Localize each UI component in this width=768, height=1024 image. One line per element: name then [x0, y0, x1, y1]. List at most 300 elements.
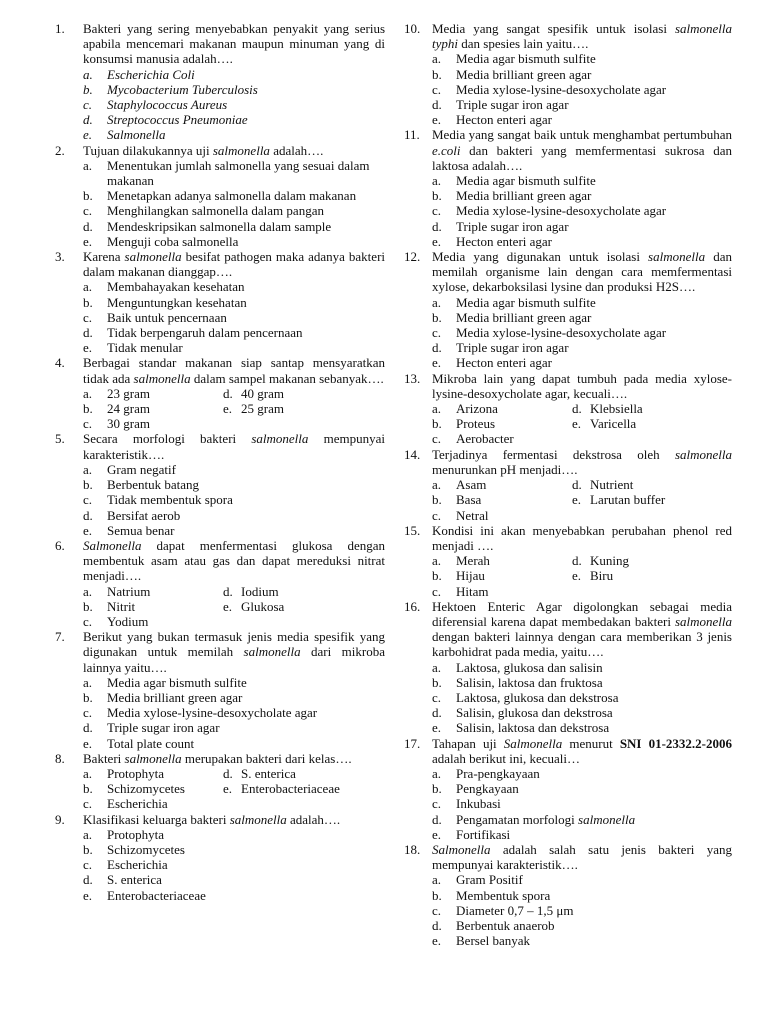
question-number: 10.: [404, 21, 421, 36]
option-letter: e.: [223, 781, 233, 797]
option-d[interactable]: [83, 325, 385, 340]
option-letter: d.: [572, 553, 582, 569]
option-letter: c.: [83, 416, 93, 432]
option-letter: e.: [432, 112, 442, 128]
text-fragment: Media brilliant green agar: [456, 309, 592, 325]
option-letter: a.: [432, 401, 442, 417]
text-fragment: Berbentuk batang: [107, 477, 200, 493]
option-b[interactable]: [432, 188, 732, 203]
text-fragment: Protophyta: [107, 826, 165, 842]
option-b[interactable]: [83, 690, 385, 705]
text-fragment: Menguji coba salmonella: [107, 233, 239, 249]
option-letter: b.: [432, 66, 442, 82]
option-a[interactable]: [432, 872, 732, 887]
option-e[interactable]: [83, 523, 385, 538]
option-a[interactable]: [83, 67, 385, 82]
text-fragment: salmonella: [648, 249, 706, 265]
question-18: [404, 842, 732, 948]
option-c[interactable]: [432, 325, 732, 340]
option-list: [83, 67, 385, 143]
option-a[interactable]: [83, 386, 223, 401]
text-fragment: Triple sugar iron agar: [456, 340, 569, 356]
option-e[interactable]: [83, 888, 385, 903]
option-d[interactable]: [83, 112, 385, 127]
option-letter: c.: [83, 492, 93, 508]
question-number: 6.: [55, 537, 65, 553]
text-fragment: Media agar bismuth sulfite: [456, 51, 596, 67]
option-d[interactable]: [432, 812, 732, 827]
option-letter: a.: [83, 583, 93, 599]
option-letter: a.: [432, 294, 442, 310]
text-fragment: Salmonella: [503, 735, 563, 751]
text-fragment: dan memilah organisme lain dengan cara memfermentasi xylose, dekarboksilasi lysine dan produksi H2S….: [432, 249, 732, 295]
text-fragment: Mendeskripsikan salmonella dalam sample: [107, 218, 332, 234]
option-list: [432, 51, 732, 127]
option-a[interactable]: [432, 477, 572, 492]
question-text: [432, 447, 732, 477]
question-3: [55, 249, 385, 355]
text-fragment: Glukosa: [241, 598, 285, 614]
question-text: [432, 21, 732, 51]
option-list: [432, 766, 732, 842]
option-e[interactable]: [572, 416, 732, 431]
option-c[interactable]: [432, 203, 732, 218]
option-grid: [432, 553, 732, 599]
text-fragment: Karena: [83, 249, 125, 265]
question-16: [404, 599, 732, 736]
question-15: [404, 523, 732, 599]
option-letter: a.: [83, 279, 93, 295]
text-fragment: dari mikroba lainnya yaitu….: [83, 644, 385, 675]
option-e[interactable]: [432, 933, 732, 948]
question-number: 16.: [404, 598, 421, 614]
text-fragment: Escherichia Coli: [107, 66, 195, 82]
option-grid: [432, 401, 732, 447]
option-b[interactable]: [432, 416, 572, 431]
text-fragment: Streptococcus Pneumoniae: [107, 112, 248, 128]
option-grid: [83, 584, 385, 630]
text-fragment: S. enterica: [107, 872, 162, 888]
option-letter: e.: [83, 127, 93, 143]
question-13: [404, 371, 732, 447]
option-letter: c.: [83, 705, 93, 721]
option-letter: b.: [432, 568, 442, 584]
text-fragment: Baik untuk pencernaan: [107, 309, 227, 325]
option-letter: e.: [572, 416, 582, 432]
option-c[interactable]: [432, 796, 732, 811]
option-letter: b.: [83, 689, 93, 705]
option-d[interactable]: [223, 766, 385, 781]
option-letter: d.: [572, 477, 582, 493]
option-c[interactable]: [432, 903, 732, 918]
text-fragment: Schizomycetes: [107, 841, 185, 857]
option-letter: d.: [223, 583, 233, 599]
option-b[interactable]: [432, 781, 732, 796]
text-fragment: adalah salah satu jenis bakteri yang mempunyai karakteristik….: [432, 841, 732, 873]
option-letter: a.: [83, 674, 93, 690]
option-a[interactable]: [432, 295, 732, 310]
option-d[interactable]: [432, 219, 732, 234]
option-b[interactable]: [83, 781, 223, 796]
option-d[interactable]: [572, 477, 732, 492]
option-letter: e.: [572, 568, 582, 584]
option-letter: b.: [83, 781, 93, 797]
text-fragment: Hektoen Enteric Agar digolongkan sebagai media diferensial karena dapat membedakan bakteri: [432, 598, 732, 629]
option-e[interactable]: [83, 127, 385, 142]
text-fragment: 25 gram: [241, 401, 284, 417]
text-fragment: Kondisi ini akan menyebabkan perubahan phenol red menjadi ….: [432, 522, 732, 553]
option-letter: e.: [432, 826, 442, 842]
option-letter: c.: [432, 325, 442, 341]
option-d[interactable]: [432, 705, 732, 720]
text-fragment: Inkubasi: [456, 796, 501, 812]
left-column: [55, 21, 385, 903]
option-letter: d.: [223, 765, 233, 781]
option-letter: d.: [83, 507, 93, 523]
question-text: [432, 127, 732, 173]
question-text: [432, 736, 732, 766]
option-c[interactable]: [83, 614, 223, 629]
option-a[interactable]: [432, 553, 572, 568]
option-e[interactable]: [223, 781, 385, 796]
text-fragment: Nitrit: [107, 598, 136, 614]
option-letter: d.: [83, 720, 93, 736]
option-c[interactable]: [83, 310, 385, 325]
text-fragment: salmonella: [251, 431, 309, 447]
option-e[interactable]: [83, 736, 385, 751]
text-fragment: Nutrient: [590, 477, 634, 493]
question-4: [55, 355, 385, 431]
option-d[interactable]: [223, 386, 385, 401]
question-text: [83, 751, 385, 766]
option-b[interactable]: [432, 888, 732, 903]
text-fragment: Yodium: [107, 613, 149, 629]
option-e[interactable]: [223, 599, 385, 614]
text-fragment: Natrium: [107, 583, 151, 599]
text-fragment: Media xylose-lysine-desoxycholate agar: [107, 705, 318, 721]
option-letter: c.: [83, 309, 93, 325]
text-fragment: Pra-pengkayaan: [456, 765, 540, 781]
question-text: [83, 355, 385, 385]
text-fragment: Bersifat aerob: [107, 507, 181, 523]
text-fragment: Hecton enteri agar: [456, 112, 553, 128]
question-text: [83, 21, 385, 67]
option-letter: e.: [432, 720, 442, 736]
option-a[interactable]: [83, 584, 223, 599]
text-fragment: Larutan buffer: [590, 492, 666, 508]
option-letter: c.: [432, 81, 442, 97]
text-fragment: Staphylococcus Aureus: [107, 97, 228, 113]
text-fragment: salmonella: [124, 249, 182, 265]
text-fragment: Fortifikasi: [456, 826, 511, 842]
text-fragment: Varicella: [590, 416, 637, 432]
option-a[interactable]: [83, 827, 385, 842]
option-letter: b.: [83, 598, 93, 614]
text-fragment: Mycobacterium Tuberculosis: [107, 81, 258, 97]
option-b[interactable]: [432, 492, 572, 507]
option-e[interactable]: [572, 568, 732, 583]
text-fragment: mempunyai karakteristik….: [83, 431, 385, 462]
option-e[interactable]: [432, 355, 732, 370]
option-letter: b.: [432, 781, 442, 797]
option-c[interactable]: [432, 431, 572, 446]
option-c[interactable]: [83, 857, 385, 872]
option-letter: c.: [432, 431, 442, 447]
option-b[interactable]: [432, 675, 732, 690]
option-a[interactable]: [432, 173, 732, 188]
option-list: [432, 295, 732, 371]
text-fragment: Schizomycetes: [107, 781, 185, 797]
text-fragment: Hecton enteri agar: [456, 355, 553, 371]
text-fragment: merupakan bakteri dari kelas….: [181, 750, 352, 766]
option-a[interactable]: [432, 766, 732, 781]
option-d[interactable]: [83, 508, 385, 523]
option-e[interactable]: [83, 234, 385, 249]
right-column: [404, 21, 732, 948]
text-fragment: Menetapkan adanya salmonella dalam makanan: [107, 188, 357, 204]
option-d[interactable]: [432, 340, 732, 355]
text-fragment: Pengamatan morfologi: [456, 811, 579, 827]
option-letter: c.: [83, 857, 93, 873]
option-a[interactable]: [432, 51, 732, 66]
text-fragment: salmonella: [243, 644, 301, 660]
option-b[interactable]: [83, 82, 385, 97]
option-list: [83, 279, 385, 355]
option-e[interactable]: [432, 827, 732, 842]
question-text: [432, 523, 732, 553]
text-fragment: Media yang sangat spesifik untuk isolasi: [432, 21, 675, 36]
text-fragment: Gram Positif: [456, 872, 523, 888]
option-letter: b.: [83, 477, 93, 493]
option-b[interactable]: [83, 599, 223, 614]
text-fragment: Bakteri yang sering menyebabkan penyakit yang serius apabila mencemari makanan maupun minuman yang di konsumsi manusia adalah….: [83, 21, 385, 67]
option-b[interactable]: [83, 295, 385, 310]
option-letter: a.: [432, 51, 442, 67]
text-fragment: Escherichia: [107, 857, 168, 873]
option-list: [83, 158, 385, 249]
option-letter: c.: [432, 689, 442, 705]
option-d[interactable]: [223, 584, 385, 599]
option-letter: d.: [83, 112, 93, 128]
text-fragment: Triple sugar iron agar: [107, 720, 220, 736]
question-7: [55, 629, 385, 751]
option-b[interactable]: [432, 310, 732, 325]
text-fragment: dapat menfermentasi glukosa dengan membentuk asam atau gas dan dapat mereduksi nitrat menjadi….: [83, 537, 385, 584]
option-c[interactable]: [83, 203, 385, 218]
text-fragment: Iodium: [241, 583, 279, 599]
option-a[interactable]: [432, 660, 732, 675]
text-fragment: Hijau: [456, 568, 485, 584]
option-d[interactable]: [432, 918, 732, 933]
option-letter: b.: [83, 841, 93, 857]
text-fragment: Media brilliant green agar: [107, 689, 243, 705]
option-e[interactable]: [432, 112, 732, 127]
option-letter: d.: [432, 917, 442, 933]
option-letter: a.: [83, 385, 93, 401]
option-d[interactable]: [572, 401, 732, 416]
text-fragment: dan bakteri yang memfermentasi sukrosa dan laktosa adalah….: [432, 142, 732, 173]
option-letter: e.: [83, 735, 93, 751]
question-9: [55, 812, 385, 903]
option-a[interactable]: [83, 462, 385, 477]
text-fragment: Media yang sangat baik untuk menghambat pertumbuhan: [432, 127, 732, 143]
question-text: [432, 371, 732, 401]
question-8: [55, 751, 385, 812]
option-list: [432, 660, 732, 736]
question-text: [83, 538, 385, 584]
option-letter: c.: [432, 796, 442, 812]
question-text: [432, 249, 732, 295]
question-2: [55, 143, 385, 249]
text-fragment: salmonella: [674, 613, 732, 629]
text-fragment: adalah….: [286, 811, 341, 827]
text-fragment: Salisin, laktosa dan fruktosa: [456, 674, 603, 690]
text-fragment: Tidak berpengaruh dalam pencernaan: [107, 325, 303, 341]
question-5: [55, 431, 385, 537]
option-list: [432, 872, 732, 948]
text-fragment: e.coli: [432, 142, 461, 158]
text-fragment: Tujuan dilakukannya uji: [83, 142, 213, 158]
text-fragment: dalam sampel makanan sebanyak….: [190, 370, 384, 386]
option-letter: e.: [223, 598, 233, 614]
text-fragment: Proteus: [456, 416, 495, 432]
option-letter: c.: [432, 203, 442, 219]
option-letter: a.: [83, 826, 93, 842]
question-text: [83, 629, 385, 675]
option-a[interactable]: [83, 158, 385, 188]
text-fragment: Salisin, glukosa dan dekstrosa: [456, 705, 613, 721]
option-a[interactable]: [83, 766, 223, 781]
option-b[interactable]: [83, 842, 385, 857]
text-fragment: Hitam: [456, 583, 489, 599]
text-fragment: Merah: [456, 553, 490, 569]
option-letter: d.: [83, 218, 93, 234]
text-fragment: besifat pathogen maka adanya bakteri dalam makanan dianggap….: [83, 249, 386, 280]
option-letter: e.: [432, 355, 442, 371]
text-fragment: Media brilliant green agar: [456, 66, 592, 82]
text-fragment: Triple sugar iron agar: [456, 218, 569, 234]
option-grid: [83, 386, 385, 432]
question-number: 3.: [55, 249, 65, 265]
option-e[interactable]: [432, 720, 732, 735]
option-letter: d.: [572, 401, 582, 417]
option-e[interactable]: [432, 234, 732, 249]
text-fragment: dan spesies lain yaitu….: [458, 36, 589, 52]
text-fragment: Terjadinya fermentasi dekstrosa oleh: [432, 446, 675, 462]
text-fragment: Berikut yang bukan termasuk jenis media spesifik yang digunakan untuk memilah: [83, 629, 385, 660]
option-letter: e.: [432, 233, 442, 249]
option-letter: b.: [432, 416, 442, 432]
option-b[interactable]: [83, 188, 385, 203]
option-b[interactable]: [83, 477, 385, 492]
option-c[interactable]: [83, 492, 385, 507]
question-number: 9.: [55, 811, 65, 827]
text-fragment: Asam: [456, 477, 487, 493]
text-fragment: Semua benar: [107, 522, 175, 538]
text-fragment: Salmonella: [432, 841, 491, 857]
question-number: 8.: [55, 750, 65, 766]
option-c[interactable]: [432, 82, 732, 97]
option-letter: d.: [83, 872, 93, 888]
question-text: [432, 842, 732, 872]
question-number: 13.: [404, 370, 421, 386]
question-17: [404, 736, 732, 842]
option-letter: c.: [432, 902, 442, 918]
option-c[interactable]: [83, 97, 385, 112]
option-letter: c.: [83, 796, 93, 812]
question-number: 5.: [55, 431, 65, 447]
text-fragment: Membentuk spora: [456, 887, 551, 903]
option-e[interactable]: [83, 340, 385, 355]
option-d[interactable]: [83, 720, 385, 735]
option-e[interactable]: [572, 492, 732, 507]
text-fragment: Pengkayaan: [456, 781, 519, 797]
option-letter: a.: [83, 765, 93, 781]
text-fragment: Tidak membentuk spora: [107, 492, 233, 508]
text-fragment: Klasifikasi keluarga bakteri: [83, 811, 230, 827]
option-letter: a.: [432, 765, 442, 781]
option-b[interactable]: [83, 401, 223, 416]
question-10: [404, 21, 732, 127]
option-b[interactable]: [432, 67, 732, 82]
option-a[interactable]: [83, 279, 385, 294]
option-letter: b.: [83, 294, 93, 310]
option-a[interactable]: [432, 401, 572, 416]
text-fragment: Media agar bismuth sulfite: [456, 294, 596, 310]
text-fragment: Media yang digunakan untuk isolasi: [432, 249, 649, 265]
option-letter: d.: [432, 218, 442, 234]
text-fragment: Kuning: [590, 553, 629, 569]
text-fragment: Gram negatif: [107, 461, 176, 477]
option-grid: [83, 766, 385, 812]
text-fragment: Netral: [456, 507, 489, 523]
option-c[interactable]: [432, 508, 572, 523]
text-fragment: Enterobacteriaceae: [241, 781, 340, 797]
text-fragment: Salmonella: [83, 537, 142, 553]
text-fragment: Secara morfologi bakteri: [83, 431, 252, 447]
option-letter: b.: [83, 188, 93, 204]
text-fragment: Salmonella: [107, 127, 166, 143]
text-fragment: 40 gram: [241, 385, 284, 401]
question-number: 11.: [404, 127, 420, 143]
text-fragment: Diameter 0,7 – 1,5 μm: [456, 902, 574, 918]
option-letter: a.: [432, 872, 442, 888]
option-c[interactable]: [83, 705, 385, 720]
option-d[interactable]: [572, 553, 732, 568]
option-c[interactable]: [432, 584, 572, 599]
option-c[interactable]: [83, 796, 223, 811]
option-letter: d.: [223, 385, 233, 401]
option-letter: a.: [432, 659, 442, 675]
option-d[interactable]: [83, 219, 385, 234]
text-fragment: Menguntungkan kesehatan: [107, 294, 247, 310]
option-b[interactable]: [432, 568, 572, 583]
option-d[interactable]: [432, 97, 732, 112]
option-e[interactable]: [223, 401, 385, 416]
option-c[interactable]: [432, 690, 732, 705]
option-letter: d.: [83, 325, 93, 341]
question-12: [404, 249, 732, 371]
option-d[interactable]: [83, 872, 385, 887]
option-letter: b.: [432, 309, 442, 325]
text-fragment: Tahapan uji: [432, 735, 504, 751]
option-a[interactable]: [83, 675, 385, 690]
question-6: [55, 538, 385, 629]
question-number: 18.: [404, 841, 421, 857]
option-c[interactable]: [83, 416, 223, 431]
option-letter: d.: [432, 340, 442, 356]
text-fragment: Laktosa, glukosa dan salisin: [456, 659, 603, 675]
